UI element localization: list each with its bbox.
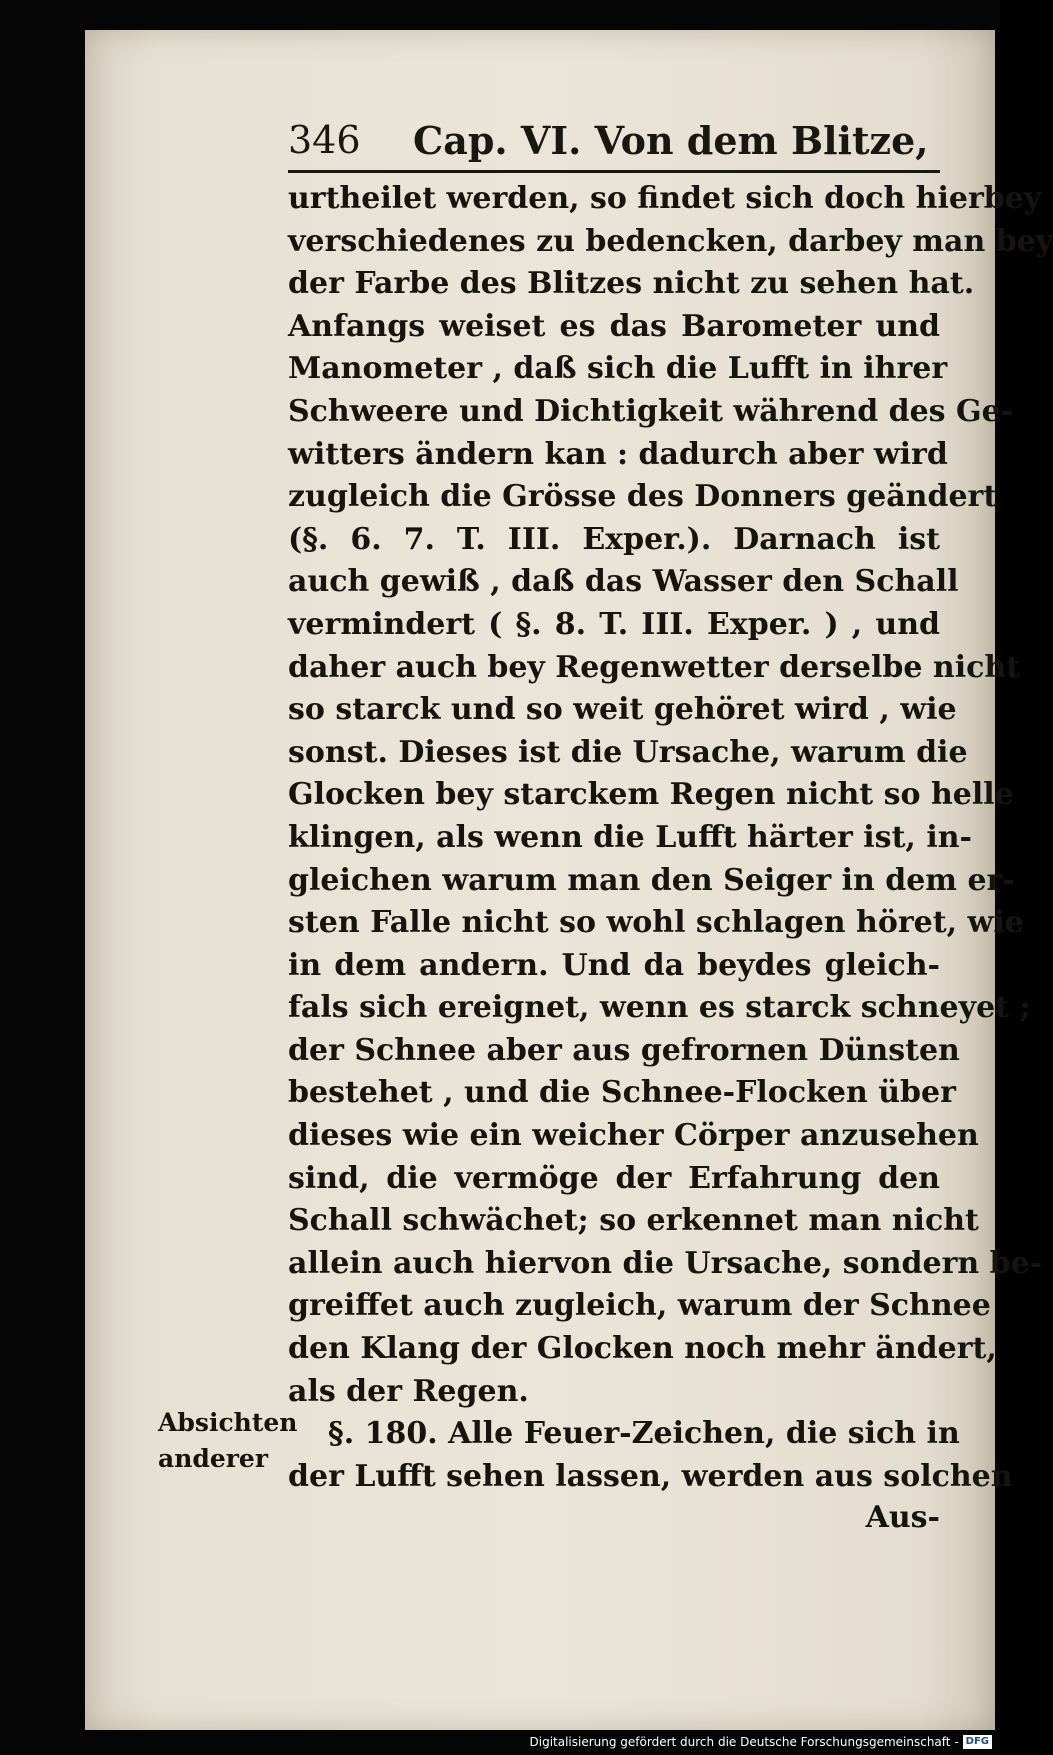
text-line: zugleich die Grösse des Donners geändert bbox=[288, 479, 998, 515]
marginal-note bbox=[158, 1405, 298, 1477]
text-line: klingen, als wenn die Lufft härter ist, in- bbox=[288, 819, 972, 855]
text-line: bestehet , und die Schnee-Flocken über bbox=[288, 1075, 956, 1111]
text-line: urtheilet werden, so findet sich doch hierbey bbox=[288, 181, 1042, 216]
text-line: der Lufft sehen lassen, werden aus solchen bbox=[288, 1458, 1013, 1494]
page-number: 346 bbox=[288, 118, 361, 162]
text-line: Manometer , daß sich die Lufft in ihrer bbox=[288, 351, 948, 387]
text-line: §. 180. Alle Feuer-Zeichen, die sich in bbox=[328, 1416, 960, 1452]
marginal-note-line: anderer bbox=[158, 1444, 269, 1473]
text-line: daher auch bey Regenwetter derselbe nicht bbox=[288, 649, 1021, 685]
text-line: Schall schwächet; so erkennet man nicht bbox=[288, 1203, 979, 1239]
text-line: so starck und so weit gehöret wird , wie bbox=[288, 692, 957, 728]
footer-text: Digitalisierung gefördert durch die Deutsche Forschungsgemeinschaft - bbox=[529, 1735, 959, 1749]
text-line: allein auch hiervon die Ursache, sondern be- bbox=[288, 1245, 1043, 1281]
text-line: Schweere und Dichtigkeit während des Ge- bbox=[288, 393, 1014, 429]
text-line: auch gewiß , daß das Wasser den Schall bbox=[288, 564, 959, 600]
text-line: verschiedenes zu bedencken, darbey man bey bbox=[288, 223, 1053, 259]
page-header bbox=[288, 118, 943, 168]
text-line: fals sich ereignet, wenn es starck schneyet ; bbox=[288, 990, 1031, 1026]
text-line: in dem andern. Und da beydes gleich- bbox=[288, 947, 940, 983]
marginal-note-line: Absichten bbox=[158, 1408, 298, 1437]
dfg-logo: DFG bbox=[963, 1735, 992, 1749]
text-line: Anfangs weiset es das Barometer und bbox=[288, 308, 940, 344]
text-line: sind, die vermöge der Erfahrung den bbox=[288, 1160, 940, 1196]
digitization-footer bbox=[530, 1733, 993, 1751]
text-line: den Klang der Glocken noch mehr ändert, bbox=[288, 1331, 997, 1367]
text-line: als der Regen. bbox=[288, 1373, 529, 1409]
body-text bbox=[288, 178, 1053, 1498]
text-line: dieses wie ein weicher Cörper anzusehen bbox=[288, 1118, 979, 1154]
text-line: vermindert ( §. 8. T. III. Exper. ) , und bbox=[288, 606, 940, 642]
text-line: gleichen warum man den Seiger in dem er- bbox=[288, 862, 1015, 898]
text-line: der Schnee aber aus gefrornen Dünsten bbox=[288, 1032, 960, 1068]
text-line: sonst. Dieses ist die Ursache, warum die bbox=[288, 734, 968, 770]
text-line: Glocken bey starckem Regen nicht so helle bbox=[288, 777, 1014, 813]
text-line: (§. 6. 7. T. III. Exper.). Darnach ist bbox=[288, 521, 940, 557]
text-line: sten Falle nicht so wohl schlagen höret, wie bbox=[288, 905, 1024, 941]
text-line: greiffet auch zugleich, warum der Schnee bbox=[288, 1288, 991, 1324]
catchword: Aus- bbox=[865, 1500, 940, 1535]
text-line: der Farbe des Blitzes nicht zu sehen hat. bbox=[288, 266, 975, 302]
header-rule bbox=[288, 170, 940, 173]
running-title: Cap. VI. Von dem Blitze, bbox=[413, 118, 929, 163]
text-line: witters ändern kan : dadurch aber wird bbox=[288, 436, 948, 472]
